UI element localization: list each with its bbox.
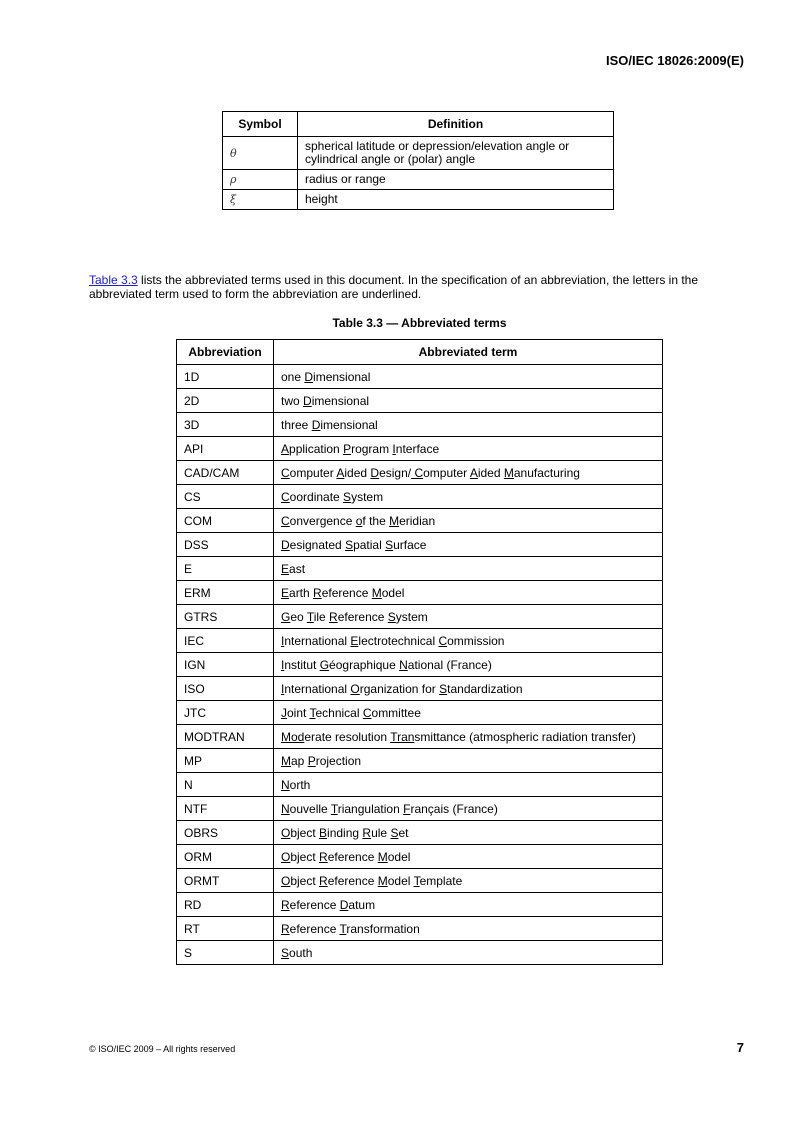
abbreviation-cell: OBRS bbox=[177, 821, 274, 845]
abbreviation-cell: N bbox=[177, 773, 274, 797]
table-row bbox=[177, 533, 663, 557]
abbreviation-cell: COM bbox=[177, 509, 274, 533]
abbreviation-cell: S bbox=[177, 941, 274, 965]
abbreviation-cell: API bbox=[177, 437, 274, 461]
abbreviation-cell: 2D bbox=[177, 389, 274, 413]
abbreviated-term-cell: Object Binding Rule Set bbox=[274, 821, 663, 845]
abbreviated-term-cell: Nouvelle Triangulation Français (France) bbox=[274, 797, 663, 821]
table-row bbox=[177, 893, 663, 917]
abbreviated-term-cell: Joint Technical Committee bbox=[274, 701, 663, 725]
abbreviated-term-cell: Institut Géographique National (France) bbox=[274, 653, 663, 677]
abbreviated-term-cell: Object Reference Model Template bbox=[274, 869, 663, 893]
table-row bbox=[177, 917, 663, 941]
table-row bbox=[177, 725, 663, 749]
symbol-cell: θ bbox=[223, 137, 298, 170]
symbol-cell: ρ bbox=[223, 170, 298, 190]
table-row bbox=[177, 557, 663, 581]
table-row bbox=[223, 190, 614, 210]
abbreviation-cell: NTF bbox=[177, 797, 274, 821]
page-number: 7 bbox=[736, 1040, 744, 1055]
abbreviation-cell: MP bbox=[177, 749, 274, 773]
abbreviated-term-cell: Designated Spatial Surface bbox=[274, 533, 663, 557]
abbreviation-cell: E bbox=[177, 557, 274, 581]
abbreviated-term-cell: International Electrotechnical Commission bbox=[274, 629, 663, 653]
abbreviation-cell: CS bbox=[177, 485, 274, 509]
abbreviation-cell: JTC bbox=[177, 701, 274, 725]
abbreviation-cell: 1D bbox=[177, 365, 274, 389]
table-row bbox=[223, 170, 614, 190]
abbreviation-cell: CAD/CAM bbox=[177, 461, 274, 485]
abbreviated-term-cell: Map Projection bbox=[274, 749, 663, 773]
abbreviation-cell: RT bbox=[177, 917, 274, 941]
definition-cell: spherical latitude or depression/elevation angle or cylindrical angle or (polar) angle bbox=[298, 137, 614, 170]
table-caption: Table 3.3 — Abbreviated terms bbox=[332, 316, 507, 330]
abbreviated-term-cell: Computer Aided Design/ Computer Aided Manufacturing bbox=[274, 461, 663, 485]
abbreviated-term-cell: Reference Datum bbox=[274, 893, 663, 917]
table-row bbox=[177, 413, 663, 437]
table-row bbox=[177, 821, 663, 845]
table-row bbox=[177, 653, 663, 677]
abbreviated-term-cell: South bbox=[274, 941, 663, 965]
table-row bbox=[177, 605, 663, 629]
table-row bbox=[177, 389, 663, 413]
table-row bbox=[177, 365, 663, 389]
abbreviated-term-cell: Earth Reference Model bbox=[274, 581, 663, 605]
intro-paragraph bbox=[89, 273, 754, 301]
symbol-cell: ξ bbox=[223, 190, 298, 210]
abbreviation-cell: DSS bbox=[177, 533, 274, 557]
intro-text: lists the abbreviated terms used in this document. In the specification of an abbreviation, the letters in the abbreviated term used to form the abbreviation are underlined. bbox=[89, 273, 699, 301]
table-row bbox=[177, 797, 663, 821]
table-row bbox=[223, 137, 614, 170]
abbreviated-terms-table bbox=[176, 339, 663, 965]
table-row bbox=[177, 869, 663, 893]
table-row bbox=[177, 629, 663, 653]
abbreviation-cell: GTRS bbox=[177, 605, 274, 629]
abbreviated-term-cell: Moderate resolution Transmittance (atmospheric radiation transfer) bbox=[274, 725, 663, 749]
abbreviation-cell: IGN bbox=[177, 653, 274, 677]
abbreviated-term-cell: two Dimensional bbox=[274, 389, 663, 413]
copyright-footer: © ISO/IEC 2009 – All rights reserved bbox=[89, 1044, 236, 1054]
table-row bbox=[177, 941, 663, 965]
abbreviated-term-column-header: Abbreviated term bbox=[274, 340, 663, 365]
abbreviation-cell: ERM bbox=[177, 581, 274, 605]
abbreviation-cell: ISO bbox=[177, 677, 274, 701]
abbreviated-term-cell: one Dimensional bbox=[274, 365, 663, 389]
abbreviated-term-cell: Convergence of the Meridian bbox=[274, 509, 663, 533]
abbreviated-term-cell: Application Program Interface bbox=[274, 437, 663, 461]
symbol-table bbox=[222, 111, 614, 210]
document-id: ISO/IEC 18026:2009(E) bbox=[605, 53, 744, 68]
abbreviation-cell: IEC bbox=[177, 629, 274, 653]
table-row bbox=[177, 581, 663, 605]
abbreviated-term-cell: East bbox=[274, 557, 663, 581]
abbreviation-cell: 3D bbox=[177, 413, 274, 437]
definition-cell: radius or range bbox=[298, 170, 614, 190]
abbreviation-cell: RD bbox=[177, 893, 274, 917]
table-row bbox=[177, 509, 663, 533]
abbreviated-term-cell: North bbox=[274, 773, 663, 797]
table-row bbox=[177, 437, 663, 461]
abbreviated-term-cell: Object Reference Model bbox=[274, 845, 663, 869]
abbreviation-column-header: Abbreviation bbox=[177, 340, 274, 365]
abbreviation-cell: MODTRAN bbox=[177, 725, 274, 749]
table-row bbox=[177, 701, 663, 725]
abbreviated-term-cell: International Organization for Standardization bbox=[274, 677, 663, 701]
table-row bbox=[177, 749, 663, 773]
table-row bbox=[177, 461, 663, 485]
symbol-column-header: Symbol bbox=[223, 112, 298, 137]
table-row bbox=[177, 485, 663, 509]
abbreviation-cell: ORM bbox=[177, 845, 274, 869]
abbreviated-term-cell: Reference Transformation bbox=[274, 917, 663, 941]
abbreviated-term-cell: Geo Tile Reference System bbox=[274, 605, 663, 629]
abbreviated-term-cell: Coordinate System bbox=[274, 485, 663, 509]
definition-column-header: Definition bbox=[298, 112, 614, 137]
abbreviated-terms-body bbox=[177, 365, 663, 965]
abbreviation-cell: ORMT bbox=[177, 869, 274, 893]
table-3-3-link[interactable]: Table 3.3 bbox=[89, 273, 138, 287]
table-row bbox=[177, 845, 663, 869]
table-row bbox=[177, 677, 663, 701]
abbreviated-term-cell: three Dimensional bbox=[274, 413, 663, 437]
definition-cell: height bbox=[298, 190, 614, 210]
table-row bbox=[177, 773, 663, 797]
